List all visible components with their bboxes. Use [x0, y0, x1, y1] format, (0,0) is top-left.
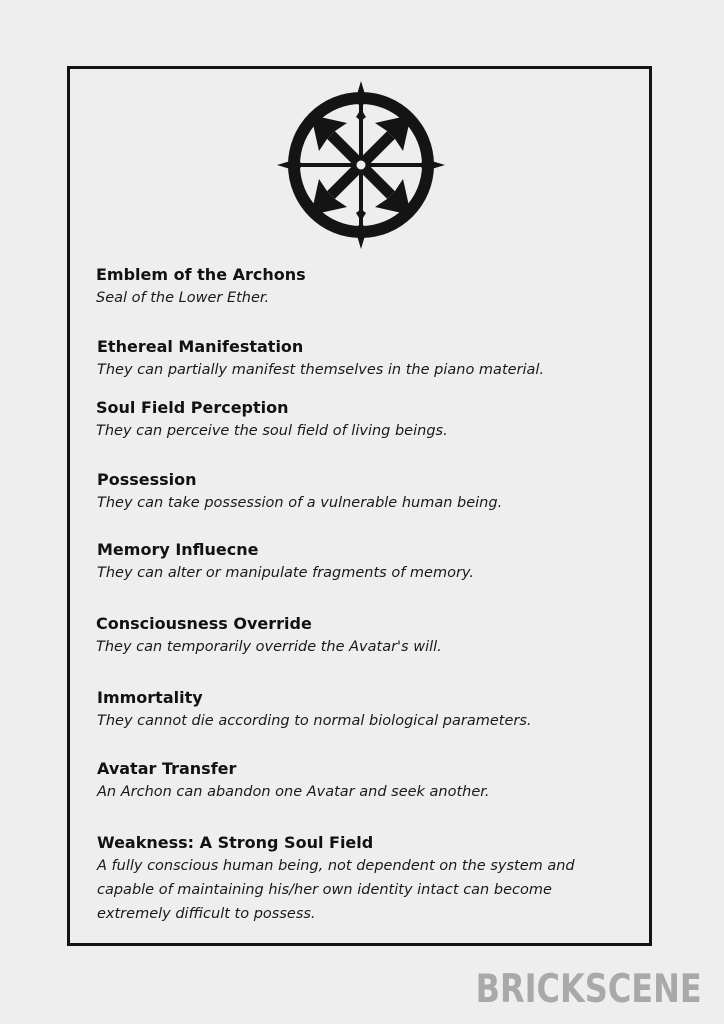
brickscene-watermark: BRICKSCENE [475, 967, 702, 1012]
entry-immortality [97, 687, 637, 733]
entry-title: Emblem of the Archons [96, 265, 306, 284]
entry-description: They can temporarily override the Avatar's will. [96, 639, 442, 655]
entry-title: Memory Influecne [97, 540, 259, 559]
entry-description: Seal of the Lower Ether. [96, 290, 270, 306]
entry-title: Possession [97, 470, 197, 489]
entry-title: Soul Field Perception [96, 398, 289, 417]
entry-description: They can perceive the soul field of living beings. [96, 423, 448, 439]
entry-weakness-strong-soul-field [97, 832, 612, 926]
entry-avatar-transfer [97, 758, 637, 804]
entry-description: They can alter or manipulate fragments of memory. [97, 565, 474, 581]
entry-description: They can partially manifest themselves in the piano material. [97, 362, 545, 378]
entry-title: Immortality [97, 688, 203, 707]
entry-title: Weakness: A Strong Soul Field [97, 833, 374, 852]
entry-ethereal-manifestation [97, 336, 637, 382]
entry-memory-influence [97, 539, 637, 585]
entry-title: Avatar Transfer [97, 759, 237, 778]
entry-description: A fully conscious human being, not dependent on the system and capable of maintaining his/her own identity intact can become extremely difficult to possess. [97, 858, 575, 922]
entry-title: Consciousness Override [96, 614, 312, 633]
entry-emblem-of-the-archons [96, 264, 636, 310]
archon-emblem-icon [276, 80, 446, 250]
entry-soul-field-perception [96, 397, 636, 443]
entry-consciousness-override [96, 613, 636, 659]
entry-description: They can take possession of a vulnerable human being. [97, 495, 503, 511]
entry-description: An Archon can abandon one Avatar and seek another. [97, 784, 490, 800]
entry-title: Ethereal Manifestation [97, 337, 304, 356]
entry-possession [97, 469, 637, 515]
entry-description: They cannot die according to normal biological parameters. [97, 713, 532, 729]
